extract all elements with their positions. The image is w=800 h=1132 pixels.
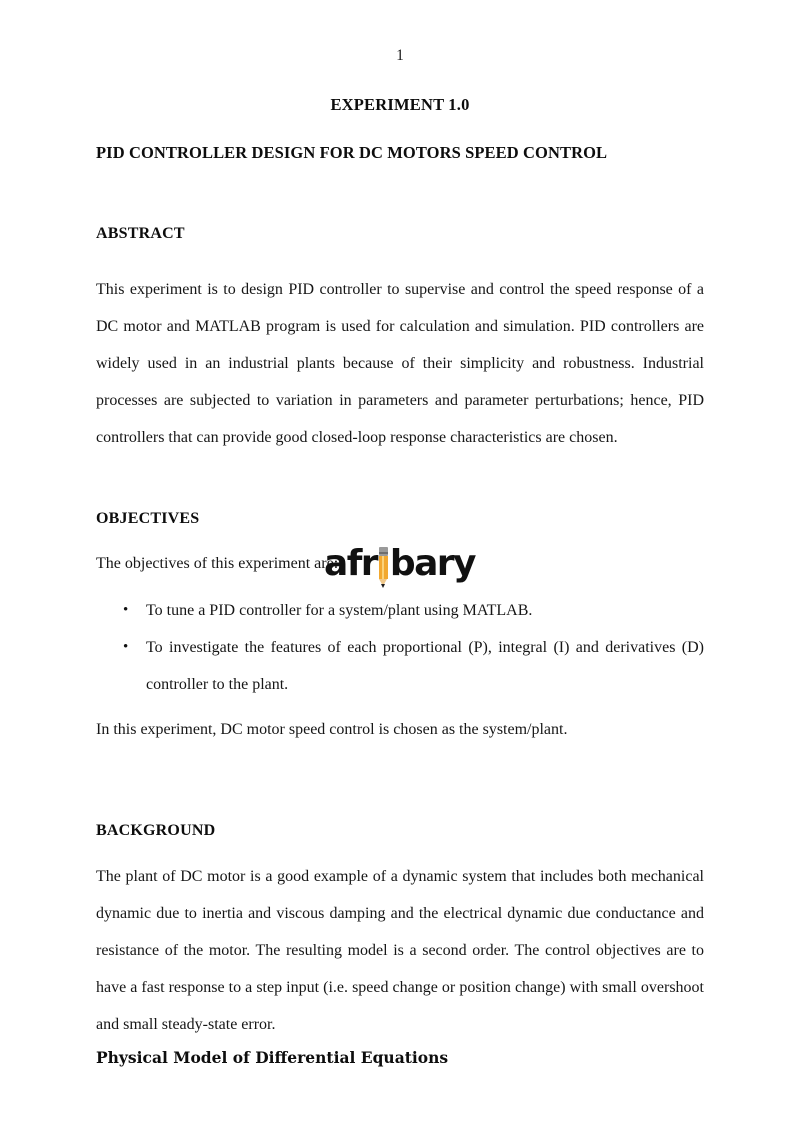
spacer [96,164,704,223]
objectives-list [96,592,704,703]
section-heading-background: BACKGROUND [96,822,216,839]
page-number: 1 [396,47,404,64]
list-item [96,629,704,703]
abstract-paragraph: This experiment is to design PID controller to supervise and control the speed response of a DC motor and MATLAB program is used for calculation and simulation. PID controllers are widely used in an industrial plants because of their simplicity and robustness. Industrial processes are subjected to variation in parameters and parameter perturbations; hence, PID controllers that can provide good closed-loop response characteristics are chosen. [96,281,704,446]
background-paragraph: The plant of DC motor is a good example of a dynamic system that includes both mechanical dynamic due to inertia and viscous damping and the electrical dynamic due conductance and resistance of the motor. The resulting model is a second order. The control objectives are to have a fast response to a step input (i.e. speed change or position change) with small overshoot and small steady-state error. [96,868,704,1033]
watermark-text-prefix: afr [324,542,377,584]
spacer [96,842,704,858]
objectives-intro: The objectives of this experiment are: [96,555,339,572]
objectives-closing: In this experiment, DC motor speed control is chosen as the system/plant. [96,721,568,738]
spacer [96,748,704,820]
experiment-heading: EXPERIMENT 1.0 [330,95,470,114]
watermark-text-suffix: bary [389,542,475,584]
section-heading-objectives: OBJECTIVES [96,510,200,527]
page-title: PID CONTROLLER DESIGN FOR DC MOTORS SPEED CONTROL [96,143,608,162]
list-item [96,592,704,629]
list-item-label: • To tune a PID controller for a system/plant using MATLAB. [146,602,533,619]
spacer [96,530,704,545]
spacer [96,245,704,271]
section-heading-abstract: ABSTRACT [96,225,185,242]
page-content [96,94,704,1069]
subheading-physical-model: Physical Model of Differential Equations [96,1048,449,1067]
spacer [96,703,704,711]
list-item-label: • To investigate the features of each proportional (P), integral (I) and derivatives (D) controller to the plant. [146,639,704,693]
spacer [96,456,704,508]
